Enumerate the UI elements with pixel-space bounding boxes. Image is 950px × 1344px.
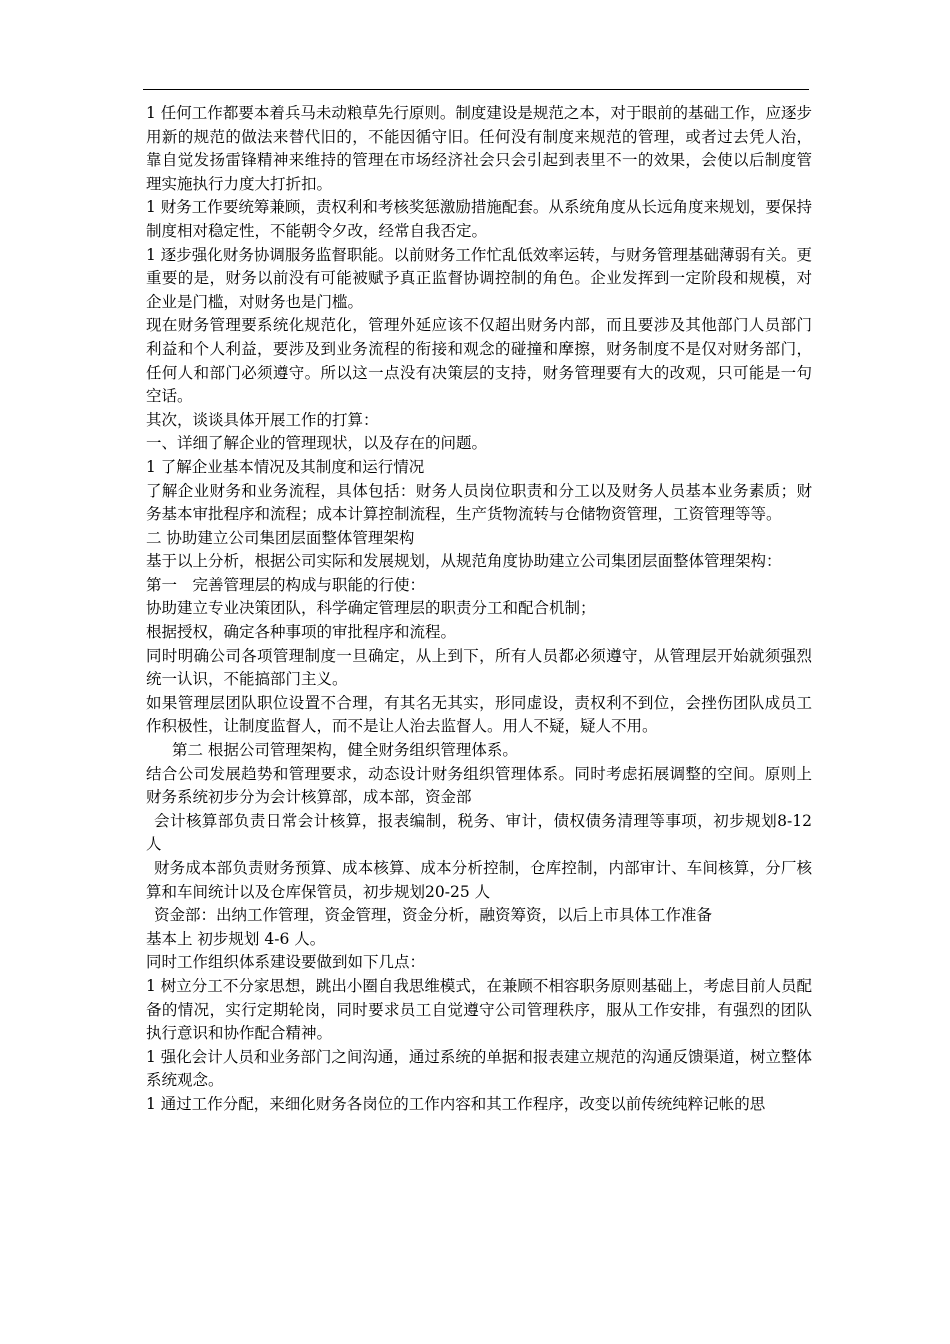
paragraph: 1 逐步强化财务协调服务监督职能。以前财务工作忙乱低效率运转，与财务管理基础薄弱有关。更重要的是，财务以前没有可能被赋予真正监督协调控制的角色。企业发挥到一定阶段和规模，对企业是门槛，对财务也是门槛。 [146,245,812,311]
paragraph: 1 树立分工不分家思想，跳出小圈自我思维模式，在兼顾不相容职务原则基础上，考虑目前人员配备的情况，实行定期轮岗，同时要求员工自觉遵守公司管理秩序，服从工作安排，有强烈的团队执行意识和协作配合精神。 [146,976,812,1043]
paragraph: 1 强化会计人员和业务部门之间沟通，通过系统的单据和报表建立规范的沟通反馈渠道，树立整体系统观念。 [146,1047,812,1090]
subsection-heading: 第二 根据公司管理架构，健全财务组织管理体系。 [172,741,518,760]
paragraph: 资金部：出纳工作管理，资金管理，资金分析，融资筹资，以后上市具体工作准备 [154,906,713,925]
section-heading: 一、详细了解企业的管理现状，以及存在的问题。 [146,434,488,453]
section-heading: 二 协助建立公司集团层面整体管理架构 [146,528,415,547]
paragraph: 根据授权，确定各种事项的审批程序和流程。 [146,623,457,642]
paragraph: 结合公司发展趋势和管理要求，动态设计财务组织管理体系。同时考虑拓展调整的空间。原则上财务系统初步分为会计核算部，成本部，资金部 [146,764,812,807]
paragraph: 1 财务工作要统筹兼顾，责权利和考核奖惩激励措施配套。从系统角度从长远角度来规划，要保持制度相对稳定性，不能朝令夕改，经常自我否定。 [146,198,812,240]
paragraph: 同时明确公司各项管理制度一旦确定，从上到下，所有人员都必须遵守，从管理层开始就须强烈统一认识，不能搞部门主义。 [146,646,812,689]
paragraph: 同时工作组织体系建设要做到如下几点： [146,953,426,972]
header-rule [143,89,809,90]
paragraph: 如果管理层团队职位设置不合理，有其名无其实，形同虚设，责权利不到位，会挫伤团队成员工作积极性，让制度监督人，而不是让人治去监督人。用人不疑，疑人不用。 [146,693,812,736]
paragraph: 1 通过工作分配，来细化财务各岗位的工作内容和其工作程序，改变以前传统纯粹记帐的思 [146,1094,766,1113]
paragraph: 财务成本部负责财务预算、成本核算、成本分析控制，仓库控制，内部审计、车间核算，分厂核算和车间统计以及仓库保管员，初步规划20-25 人 [146,859,812,901]
document-body [146,102,812,1117]
subsection-heading: 第一 完善管理层的构成与职能的行使： [146,575,426,594]
paragraph: 了解企业财务和业务流程，具体包括：财务人员岗位职责和分工以及财务人员基本业务素质；财务基本审批程序和流程；成本计算控制流程，生产货物流转与仓储物资管理，工资管理等等。 [146,481,812,524]
paragraph: 基本上 初步规划 4-6 人。 [146,929,326,948]
paragraph: 1 了解企业基本情况及其制度和运行情况 [146,457,425,476]
paragraph: 其次，谈谈具体开展工作的打算： [146,410,379,429]
paragraph: 协助建立专业决策团队，科学确定管理层的职责分工和配合机制； [146,599,596,618]
paragraph: 会计核算部负责日常会计核算，报表编制，税务、审计，债权债务清理等事项，初步规划8-12 人 [146,811,812,854]
paragraph: 基于以上分析，根据公司实际和发展规划，从规范角度协助建立公司集团层面整体管理架构： [146,552,782,571]
paragraph: 1 任何工作都要本着兵马未动粮草先行原则。制度建设是规范之本，对于眼前的基础工作，应逐步用新的规范的做法来替代旧的，不能因循守旧。任何没有制度来规范的管理，或者过去凭人治，靠自觉发扬雷锋精神来维持的管理在市场经济社会只会引起到表里不一的效果，会使以后制度管理实施执行力度大打折扣。 [146,104,812,193]
paragraph: 现在财务管理要系统化规范化，管理外延应该不仅超出财务内部，而且要涉及其他部门人员部门利益和个人利益，要涉及到业务流程的衔接和观念的碰撞和摩擦，财务制度不是仅对财务部门，任何人和部门必须遵守。所以这一点没有决策层的支持，财务管理要有大的改观，只可能是一句空话。 [146,316,812,406]
